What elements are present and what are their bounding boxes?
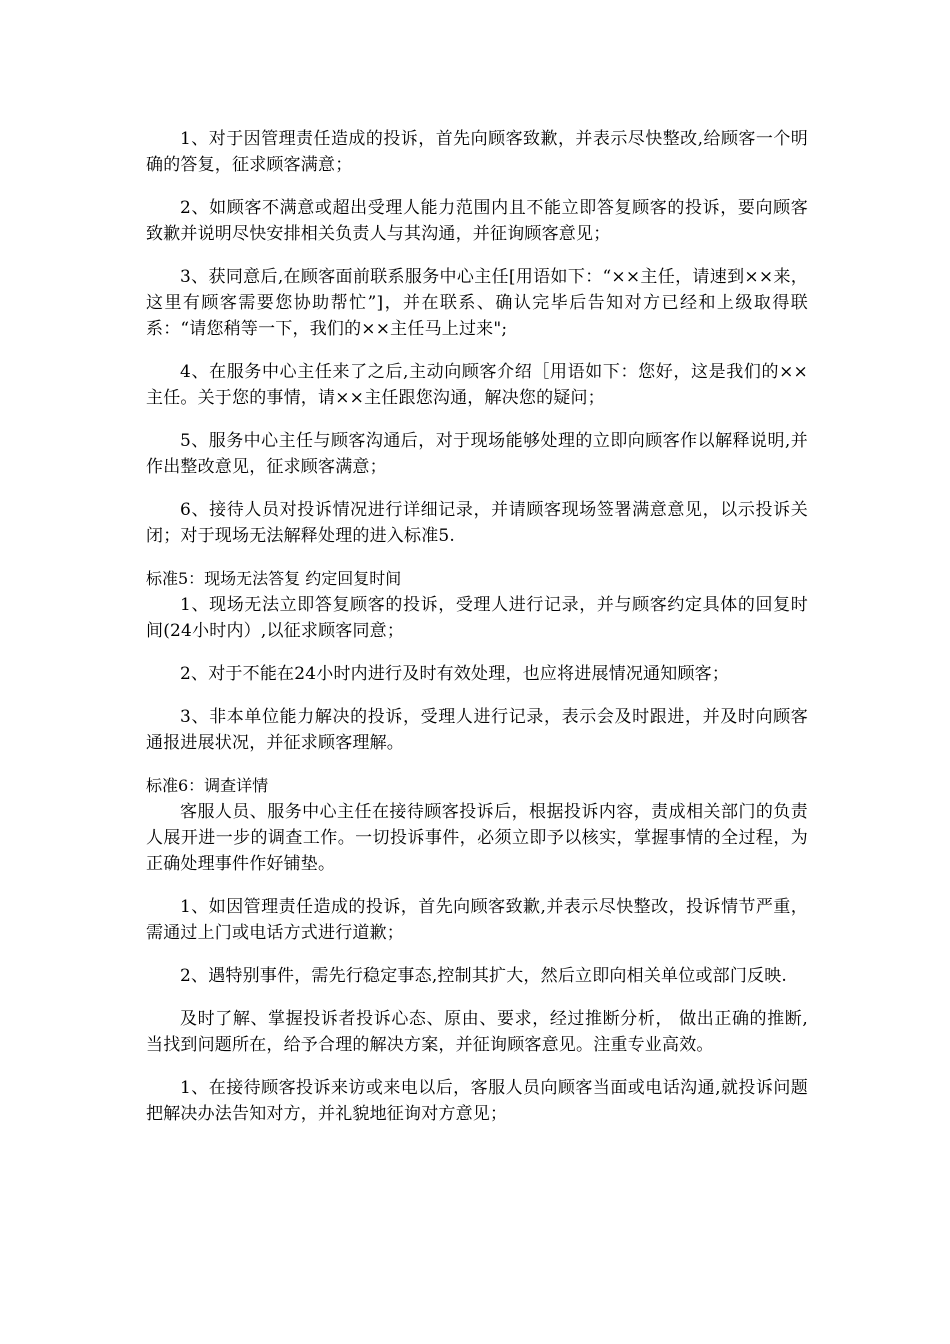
paragraph-14: 1、在接待顾客投诉来访或来电以后，客服人员向顾客当面或电话沟通,就投诉问题把解决办法告知对方，并礼貌地征询对方意见； (146, 1078, 808, 1124)
paragraph-8: 2、对于不能在24小时内进行及时有效处理，也应将进展情况通知顾客； (180, 664, 730, 684)
paragraph-4: 4、在服务中心主任来了之后,主动向顾客介绍［用语如下：您好，这是我们的××主任。关于您的事情，请××主任跟您沟通，解决您的疑问； (146, 362, 808, 408)
section-heading-standard-5: 标准5：现场无法答复 约定回复时间 (146, 569, 402, 588)
paragraph-12: 2、遇特别事件，需先行稳定事态,控制其扩大，然后立即向相关单位或部门反映. (180, 966, 788, 986)
paragraph-7: 1、现场无法立即答复顾客的投诉，受理人进行记录，并与顾客约定具体的回复时间(24小时内）,以征求顾客同意； (146, 595, 808, 641)
paragraph-10: 客服人员、服务中心主任在接待顾客投诉后，根据投诉内容，责成相关部门的负责人展开进一步的调查工作。一切投诉事件，必须立即予以核实，掌握事情的全过程，为正确处理事件作好铺垫。 (146, 802, 808, 874)
paragraph-2: 2、如顾客不满意或超出受理人能力范围内且不能立即答复顾客的投诉，要向顾客致歉并说明尽快安排相关负责人与其沟通，并征询顾客意见； (146, 198, 808, 244)
paragraph-11: 1、如因管理责任造成的投诉，首先向顾客致歉,并表示尽快整改，投诉情节严重，需通过上门或电话方式进行道歉； (146, 897, 808, 943)
paragraph-13: 及时了解、掌握投诉者投诉心态、原由、要求，经过推断分析， 做出正确的推断,当找到问题所在，给予合理的解决方案，并征询顾客意见。注重专业高效。 (146, 1009, 808, 1055)
document-page (146, 126, 808, 1127)
paragraph-6: 6、接待人员对投诉情况进行详细记录，并请顾客现场签署满意意见，以示投诉关闭；对于现场无法解释处理的进入标准5. (146, 500, 808, 546)
paragraph-1: 1、对于因管理责任造成的投诉，首先向顾客致歉，并表示尽快整改,给顾客一个明确的答复，征求顾客满意； (146, 129, 808, 175)
paragraph-9: 3、非本单位能力解决的投诉，受理人进行记录，表示会及时跟进，并及时向顾客通报进展状况，并征求顾客理解。 (146, 707, 808, 753)
paragraph-3: 3、获同意后,在顾客面前联系服务中心主任[用语如下：“××主任，请速到××来，这里有顾客需要您协助帮忙”]，并在联系、确认完毕后告知对方已经和上级取得联系：“请您稍等一下，我们的××主任马上过来"; (146, 267, 808, 339)
section-heading-standard-6: 标准6：调查详情 (146, 776, 269, 795)
paragraph-5: 5、服务中心主任与顾客沟通后，对于现场能够处理的立即向顾客作以解释说明,并作出整改意见，征求顾客满意； (146, 431, 808, 477)
